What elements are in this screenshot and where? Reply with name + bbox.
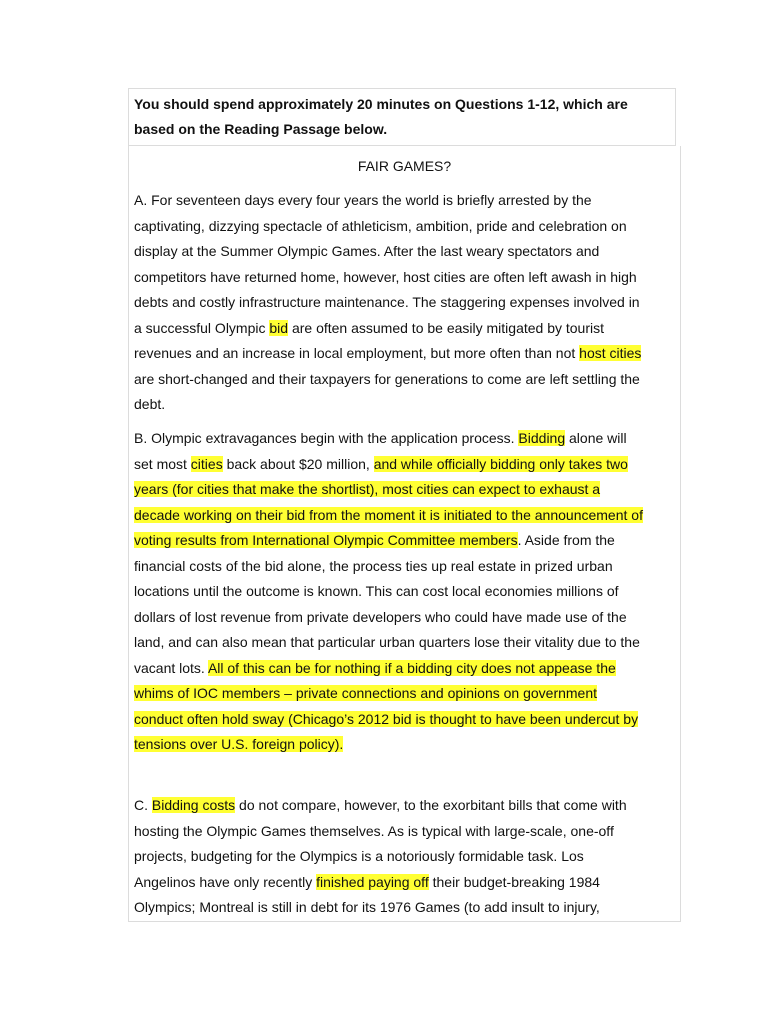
para-b-line [134, 707, 674, 733]
highlighted-text: tensions over U.S. foreign policy). [134, 736, 344, 752]
highlighted-text: whims of IOC members – private connections and opinions on government [134, 685, 598, 701]
para-b-line: land, and can also mean that particular urban quarters lose their vitality due to the [134, 634, 640, 650]
highlighted-text: conduct often hold sway (Chicago’s 2012 bid is thought to have been undercut by [134, 710, 639, 727]
para-b-line [134, 503, 674, 529]
para-a-line: debts and costly infrastructure maintenance. The staggering expenses involved in [134, 294, 640, 310]
para-c-line [134, 870, 674, 896]
highlighted-text: voting results from International Olympic Committee members [134, 532, 518, 548]
text-run: do not compare, however, to the exorbitant bills that come with [235, 797, 627, 813]
paragraph-c [134, 793, 674, 921]
para-c-line: projects, budgeting for the Olympics is a notoriously formidable task. Los [134, 848, 584, 864]
para-b-line: locations until the outcome is known. This can cost local economies millions of [134, 583, 619, 599]
para-b-line [134, 426, 674, 452]
para-a-line [134, 341, 674, 367]
text-run: . Aside from the [517, 532, 615, 548]
para-a-line: are short-changed and their taxpayers for generations to come are left settling the [134, 370, 640, 387]
highlighted-text: cities [190, 455, 223, 472]
instructions [134, 92, 674, 142]
para-a-line: A. For seventeen days every four years the world is briefly arrested by the [134, 192, 592, 208]
text-run: back about $20 million, [222, 455, 374, 472]
para-b-line [134, 528, 674, 554]
para-a-line: display at the Summer Olympic Games. After the last weary spectators and [134, 243, 600, 259]
text-run: B. Olympic extravagances begin with the application process. [134, 430, 519, 446]
text-run: vacant lots. [134, 659, 208, 676]
paragraph-a [134, 188, 674, 418]
instructions-line-2: based on the Reading Passage below. [134, 121, 388, 137]
text-run: Angelinos have only recently [134, 873, 317, 890]
highlighted-text: host cities [579, 345, 642, 361]
para-a-line [134, 316, 674, 342]
para-b-line [134, 732, 674, 758]
passage-title: FAIR GAMES? [357, 158, 452, 174]
para-c-line: Olympics; Montreal is still in debt for its 1976 Games (to add insult to injury, [134, 899, 600, 915]
para-b-line [134, 656, 674, 682]
highlighted-text: Bidding [518, 430, 566, 446]
text-run: C. [134, 797, 152, 813]
highlighted-text: finished paying off [316, 873, 429, 890]
para-a-line: captivating, dizzying spectacle of athleticism, ambition, pride and celebration on [134, 217, 627, 234]
highlighted-text: Bidding costs [151, 797, 236, 813]
text-run: revenues and an increase in local employment, but more often than not [134, 345, 580, 361]
paragraph-b [134, 426, 674, 758]
text-run: are often assumed to be easily mitigated by tourist [288, 319, 605, 336]
para-a-line: debt. [134, 396, 166, 412]
para-b-line [134, 477, 674, 503]
text-run: a successful Olympic [134, 319, 270, 336]
highlighted-text: All of this can be for nothing if a bidding city does not appease the [207, 659, 616, 676]
para-a-line: competitors have returned home, however, host cities are often left awash in high [134, 268, 637, 285]
text-run: alone will [565, 430, 627, 446]
para-b-line: dollars of lost revenue from private developers who could have made use of the [134, 608, 627, 625]
para-b-line: financial costs of the bid alone, the process ties up real estate in prized urban [134, 557, 613, 574]
highlighted-text: and while officially bidding only takes two [373, 455, 628, 472]
para-c-line [134, 793, 674, 819]
text-run: set most [134, 455, 191, 472]
highlighted-text: decade working on their bid from the moment it is initiated to the announcement of [134, 506, 643, 523]
para-c-line: hosting the Olympic Games themselves. As is typical with large-scale, one-off [134, 822, 614, 839]
highlighted-text: years (for cities that make the shortlist), most cities can expect to exhaust a [134, 481, 601, 497]
highlighted-text: bid [269, 319, 289, 336]
instructions-line-1: You should spend approximately 20 minutes on Questions 1-12, which are [134, 96, 628, 112]
para-b-line [134, 452, 674, 478]
para-b-line [134, 681, 674, 707]
text-run: their budget-breaking 1984 [428, 873, 600, 890]
